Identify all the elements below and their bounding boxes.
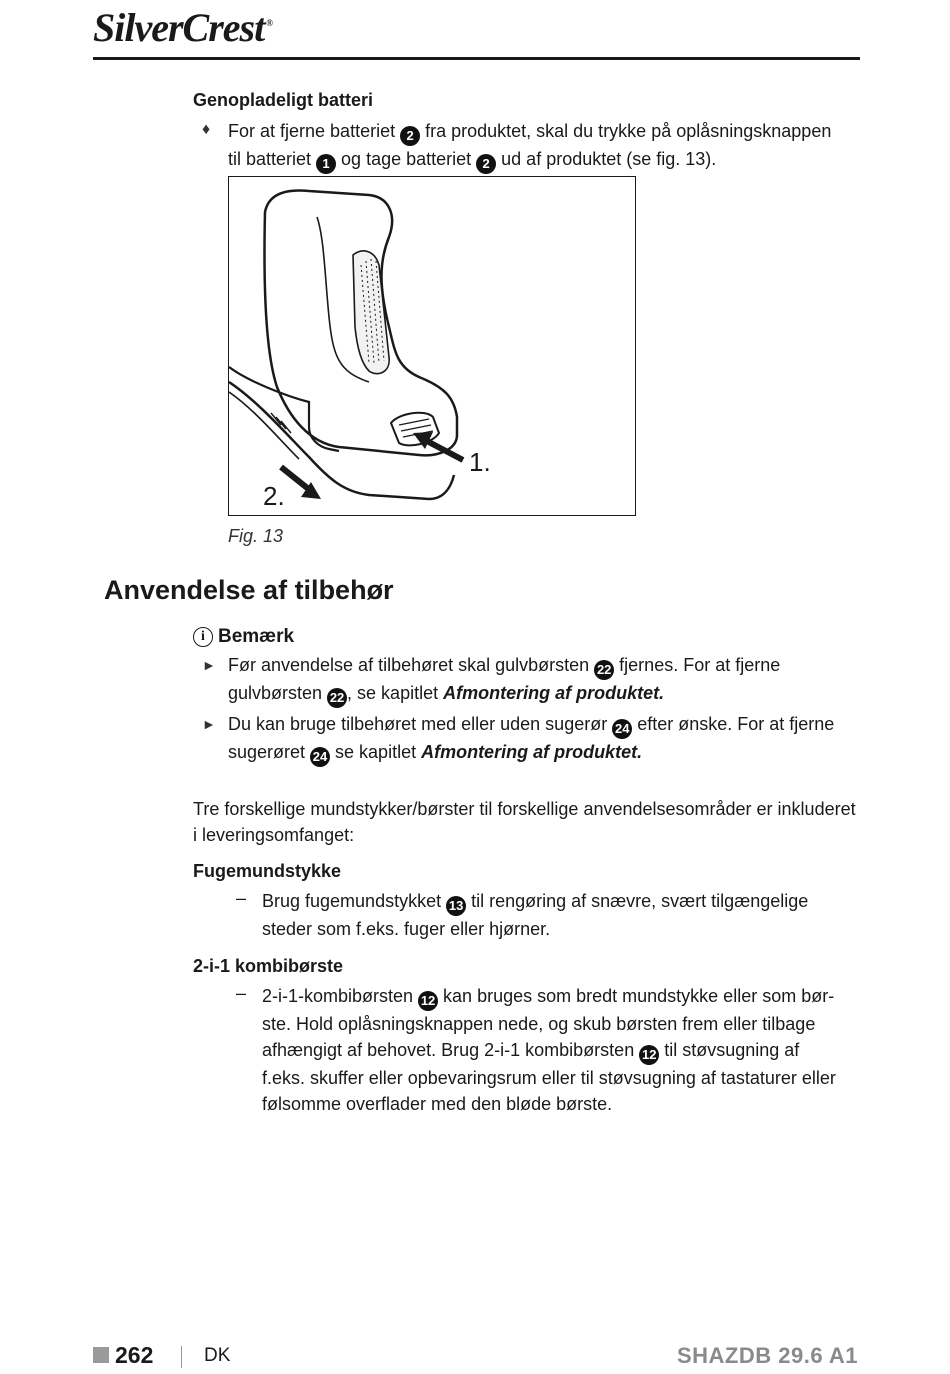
ref-number: 12 <box>639 1045 659 1065</box>
ref-number: 2 <box>400 126 420 146</box>
triangle-bullet-icon: ► <box>202 657 216 673</box>
model-number: SHAZDB 29.6 A1 <box>676 1343 858 1368</box>
combi-brush-heading: 2-i-1 kombibørste <box>193 956 344 976</box>
battery-removal-illustration <box>229 177 635 515</box>
page-number: 262 <box>115 1342 154 1368</box>
ref-number: 13 <box>446 896 466 916</box>
ref-number: 22 <box>327 688 347 708</box>
brand-logo: SilverCrest ® <box>93 5 272 50</box>
combi-brush-description: 2-i-1-kombibørsten 12 kan bruges som bredt mundstykke eller som bør- ste. Hold oplåsningsknappen nede, og skub børsten frem eller tilbage afhængigt af behovet. Brug 2-i-1 kombibørsten 12 til støvsugning af f.eks. skuffer eller opbevaringsrum eller til støvsugning af tastaturer eller følsomme overflader med den bløde børste. <box>262 986 836 1114</box>
ref-number: 24 <box>310 747 330 767</box>
dash-bullet: – <box>236 983 247 1003</box>
crevice-heading: Fugemundstykke <box>193 861 342 881</box>
crevice-description: Brug fugemundstykket 13 til rengøring af snævre, svært tilgængelige steder som f.eks. fuger eller hjørner. <box>262 891 809 939</box>
note-item: Du kan bruge tilbehøret med eller uden sugerør 24 efter ønske. For at fjerne sugerøret 24 se kapitlet Afmontering af produktet. <box>228 711 868 767</box>
ref-number: 24 <box>612 719 632 739</box>
chapter-reference: Afmontering af produktet. <box>421 742 643 762</box>
ref-number: 2 <box>476 154 496 174</box>
footer-square-icon <box>93 1347 109 1363</box>
section-title: Anvendelse af tilbehør <box>104 575 394 605</box>
diamond-bullet-icon: ♦ <box>202 121 211 138</box>
note-heading: i Bemærk <box>193 626 294 648</box>
accessories-intro: Tre forskellige mundstykker/børster til forskellige anvendelsesområder er inkluderet i leveringsomfanget: <box>193 799 856 845</box>
triangle-bullet-icon: ► <box>202 716 216 732</box>
note-item: Før anvendelse af tilbehøret skal gulvbørsten 22 fjernes. For at fjerne gulvbørsten 22 , se kapitlet Afmontering af produktet. <box>228 652 868 708</box>
battery-instruction: For at fjerne batteriet 2 fra produktet, skal du trykke på oplåsningsknappen til batteriet 1 og tage batteriet 2 ud af produktet (se fig. 13). <box>228 118 868 174</box>
figure-label-1: 1. <box>469 447 491 477</box>
header-divider <box>93 57 860 60</box>
ref-number: 1 <box>316 154 336 174</box>
info-icon: i <box>193 627 213 647</box>
figure-label-2: 2. <box>263 481 285 511</box>
footer-separator <box>181 1346 182 1368</box>
language-code: DK <box>204 1345 231 1366</box>
chapter-reference: Afmontering af produktet. <box>443 683 665 703</box>
battery-heading: Genopladeligt batteri <box>193 90 374 110</box>
ref-number: 12 <box>418 991 438 1011</box>
figure-battery-removal <box>228 176 636 516</box>
figure-caption: Fig. 13 <box>228 526 284 546</box>
ref-number: 22 <box>594 660 614 680</box>
dash-bullet: – <box>236 888 247 908</box>
